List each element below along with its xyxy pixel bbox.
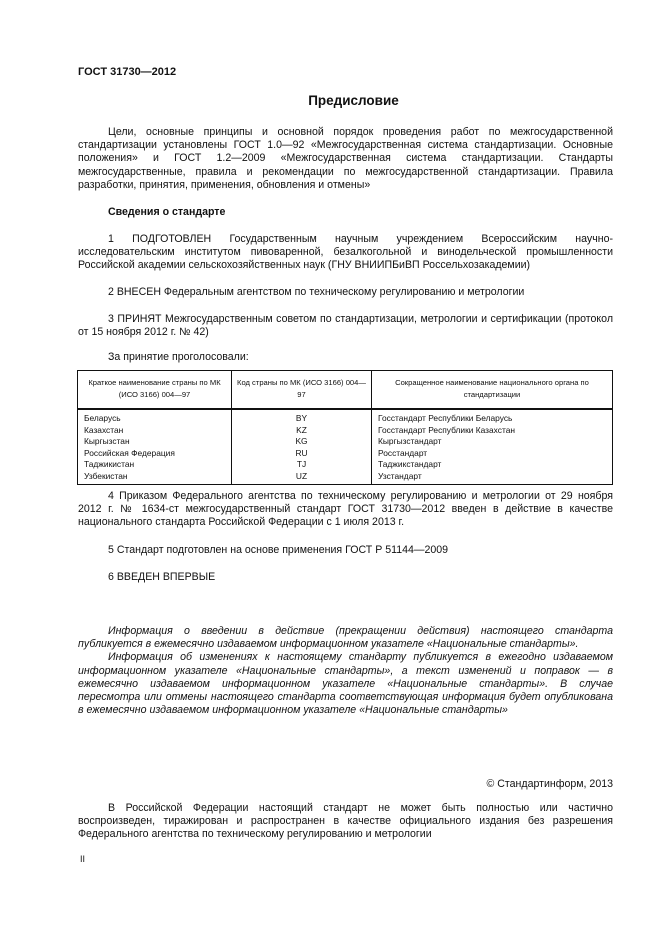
copyright: © Стандартинформ, 2013 <box>486 778 613 790</box>
cell-body: Таджикстандарт <box>372 459 613 471</box>
page-title: Предисловие <box>308 93 399 108</box>
cell-code: RU <box>232 448 372 460</box>
rights-notice <box>78 802 613 842</box>
info-item-4 <box>78 490 613 530</box>
table-row <box>78 409 613 425</box>
table-header-row <box>78 371 613 410</box>
page-number: II <box>80 854 86 864</box>
cell-code: KZ <box>232 425 372 437</box>
voted-label: За принятие проголосовали: <box>108 351 249 363</box>
publication-notice <box>78 625 613 717</box>
rights-text: В Российской Федерации настоящий стандарт не может быть полностью или частично воспроизведен, тиражирован и распространен в качестве официального издания без разрешения Федерального агентства по техническому регулированию и метрологии <box>78 802 613 841</box>
table-row <box>78 448 613 460</box>
notice-paragraph-1: Информация о введении в действие (прекращении действия) настоящего стандарта публикуется в ежемесячно издаваемом информационном указателе «Национальные стандарты». <box>78 625 613 651</box>
cell-country: Таджикистан <box>84 459 135 469</box>
info-heading-block <box>78 206 613 219</box>
table-row <box>78 425 613 437</box>
table-row <box>78 471 613 485</box>
cell-country: Кыргызстан <box>84 436 130 446</box>
info-item-3 <box>78 313 613 339</box>
cell-body: Госстандарт Республики Беларусь <box>372 409 613 425</box>
voting-table <box>77 370 613 485</box>
cell-code: TJ <box>232 459 372 471</box>
info-item-5 <box>78 544 613 557</box>
cell-code: UZ <box>232 471 372 485</box>
cell-code: BY <box>232 409 372 425</box>
cell-body: Кыргызстандарт <box>372 436 613 448</box>
info-item-4-text: 4 Приказом Федерального агентства по техническому регулированию и метрологии от 29 ноября 2012 г. № 1634-ст межгосударственный стандарт ГОСТ 31730—2012 введен в действие в качестве национального стандарта Российской Федерации с 1 июля 2013 г. <box>78 490 613 529</box>
header-code: Код страны по МК (ИСО 3166) 004—97 <box>232 371 372 410</box>
table-row <box>78 459 613 471</box>
intro-text: Цели, основные принципы и основной порядок проведения работ по межгосударственной стандартизации установлены ГОСТ 1.0—92 «Межгосударственная система стандартизации. Основные положения» и ГОСТ 1.2—2009 «Межгосударственная система стандартизации. Стандарты межгосударственные, правила и рекомендации по межгосударственной стандартизации. Правила разработки, принятия, применения, обновления и отмены» <box>78 126 613 191</box>
cell-code: KG <box>232 436 372 448</box>
voted-label-block <box>78 351 613 364</box>
info-heading: Сведения о стандарте <box>108 206 226 218</box>
intro-paragraph <box>78 126 613 192</box>
cell-country: Российская Федерация <box>84 447 175 458</box>
cell-body: Госстандарт Республики Казахстан <box>372 425 613 437</box>
document-code: ГОСТ 31730—2012 <box>78 66 177 78</box>
info-item-5-text: 5 Стандарт подготовлен на основе применения ГОСТ Р 51144—2009 <box>108 544 449 556</box>
info-item-6 <box>78 571 613 584</box>
info-item-1 <box>78 233 613 273</box>
cell-body: Узстандарт <box>372 471 613 485</box>
notice-paragraph-2: Информация об изменениях к настоящему стандарту публикуется в ежегодно издаваемом информационном указателе «Национальные стандарты», а текст изменений и поправок — в ежемесячно издаваемом информационном указателе «Национальные стандарты». В случае пересмотра или отмены настоящего стандарта соответствующая информация будет опубликована в ежемесячно издаваемом информационном указателе «Национальные стандарты» <box>78 651 613 717</box>
table-row <box>78 436 613 448</box>
info-item-2 <box>78 286 613 299</box>
info-item-6-text: 6 ВВЕДЕН ВПЕРВЫЕ <box>108 571 216 583</box>
cell-country: Казахстан <box>84 424 124 435</box>
cell-country: Беларусь <box>84 413 121 423</box>
cell-body: Росстандарт <box>372 448 613 460</box>
header-country: Краткое наименование страны по МК (ИСО 3166) 004—97 <box>78 371 232 410</box>
info-item-2-text: 2 ВНЕСЕН Федеральным агентством по техническому регулированию и метрологии <box>108 286 525 298</box>
info-item-3-text: 3 ПРИНЯТ Межгосударственным советом по стандартизации, метрологии и сертификации (протокол от 15 ноября 2012 г. № 42) <box>78 313 613 339</box>
info-item-1-text: 1 ПОДГОТОВЛЕН Государственным научным учреждением Всероссийским научно-исследовательским институтом пивоваренной, безалкогольной и винодельческой промышленности Российской академии сельскохозяйственных наук (ГНУ ВНИИПБиВП Россельхозакадемии) <box>78 233 613 272</box>
header-body: Сокращенное наименование национального органа по стандартизации <box>372 371 613 410</box>
cell-country: Узбекистан <box>84 470 128 481</box>
